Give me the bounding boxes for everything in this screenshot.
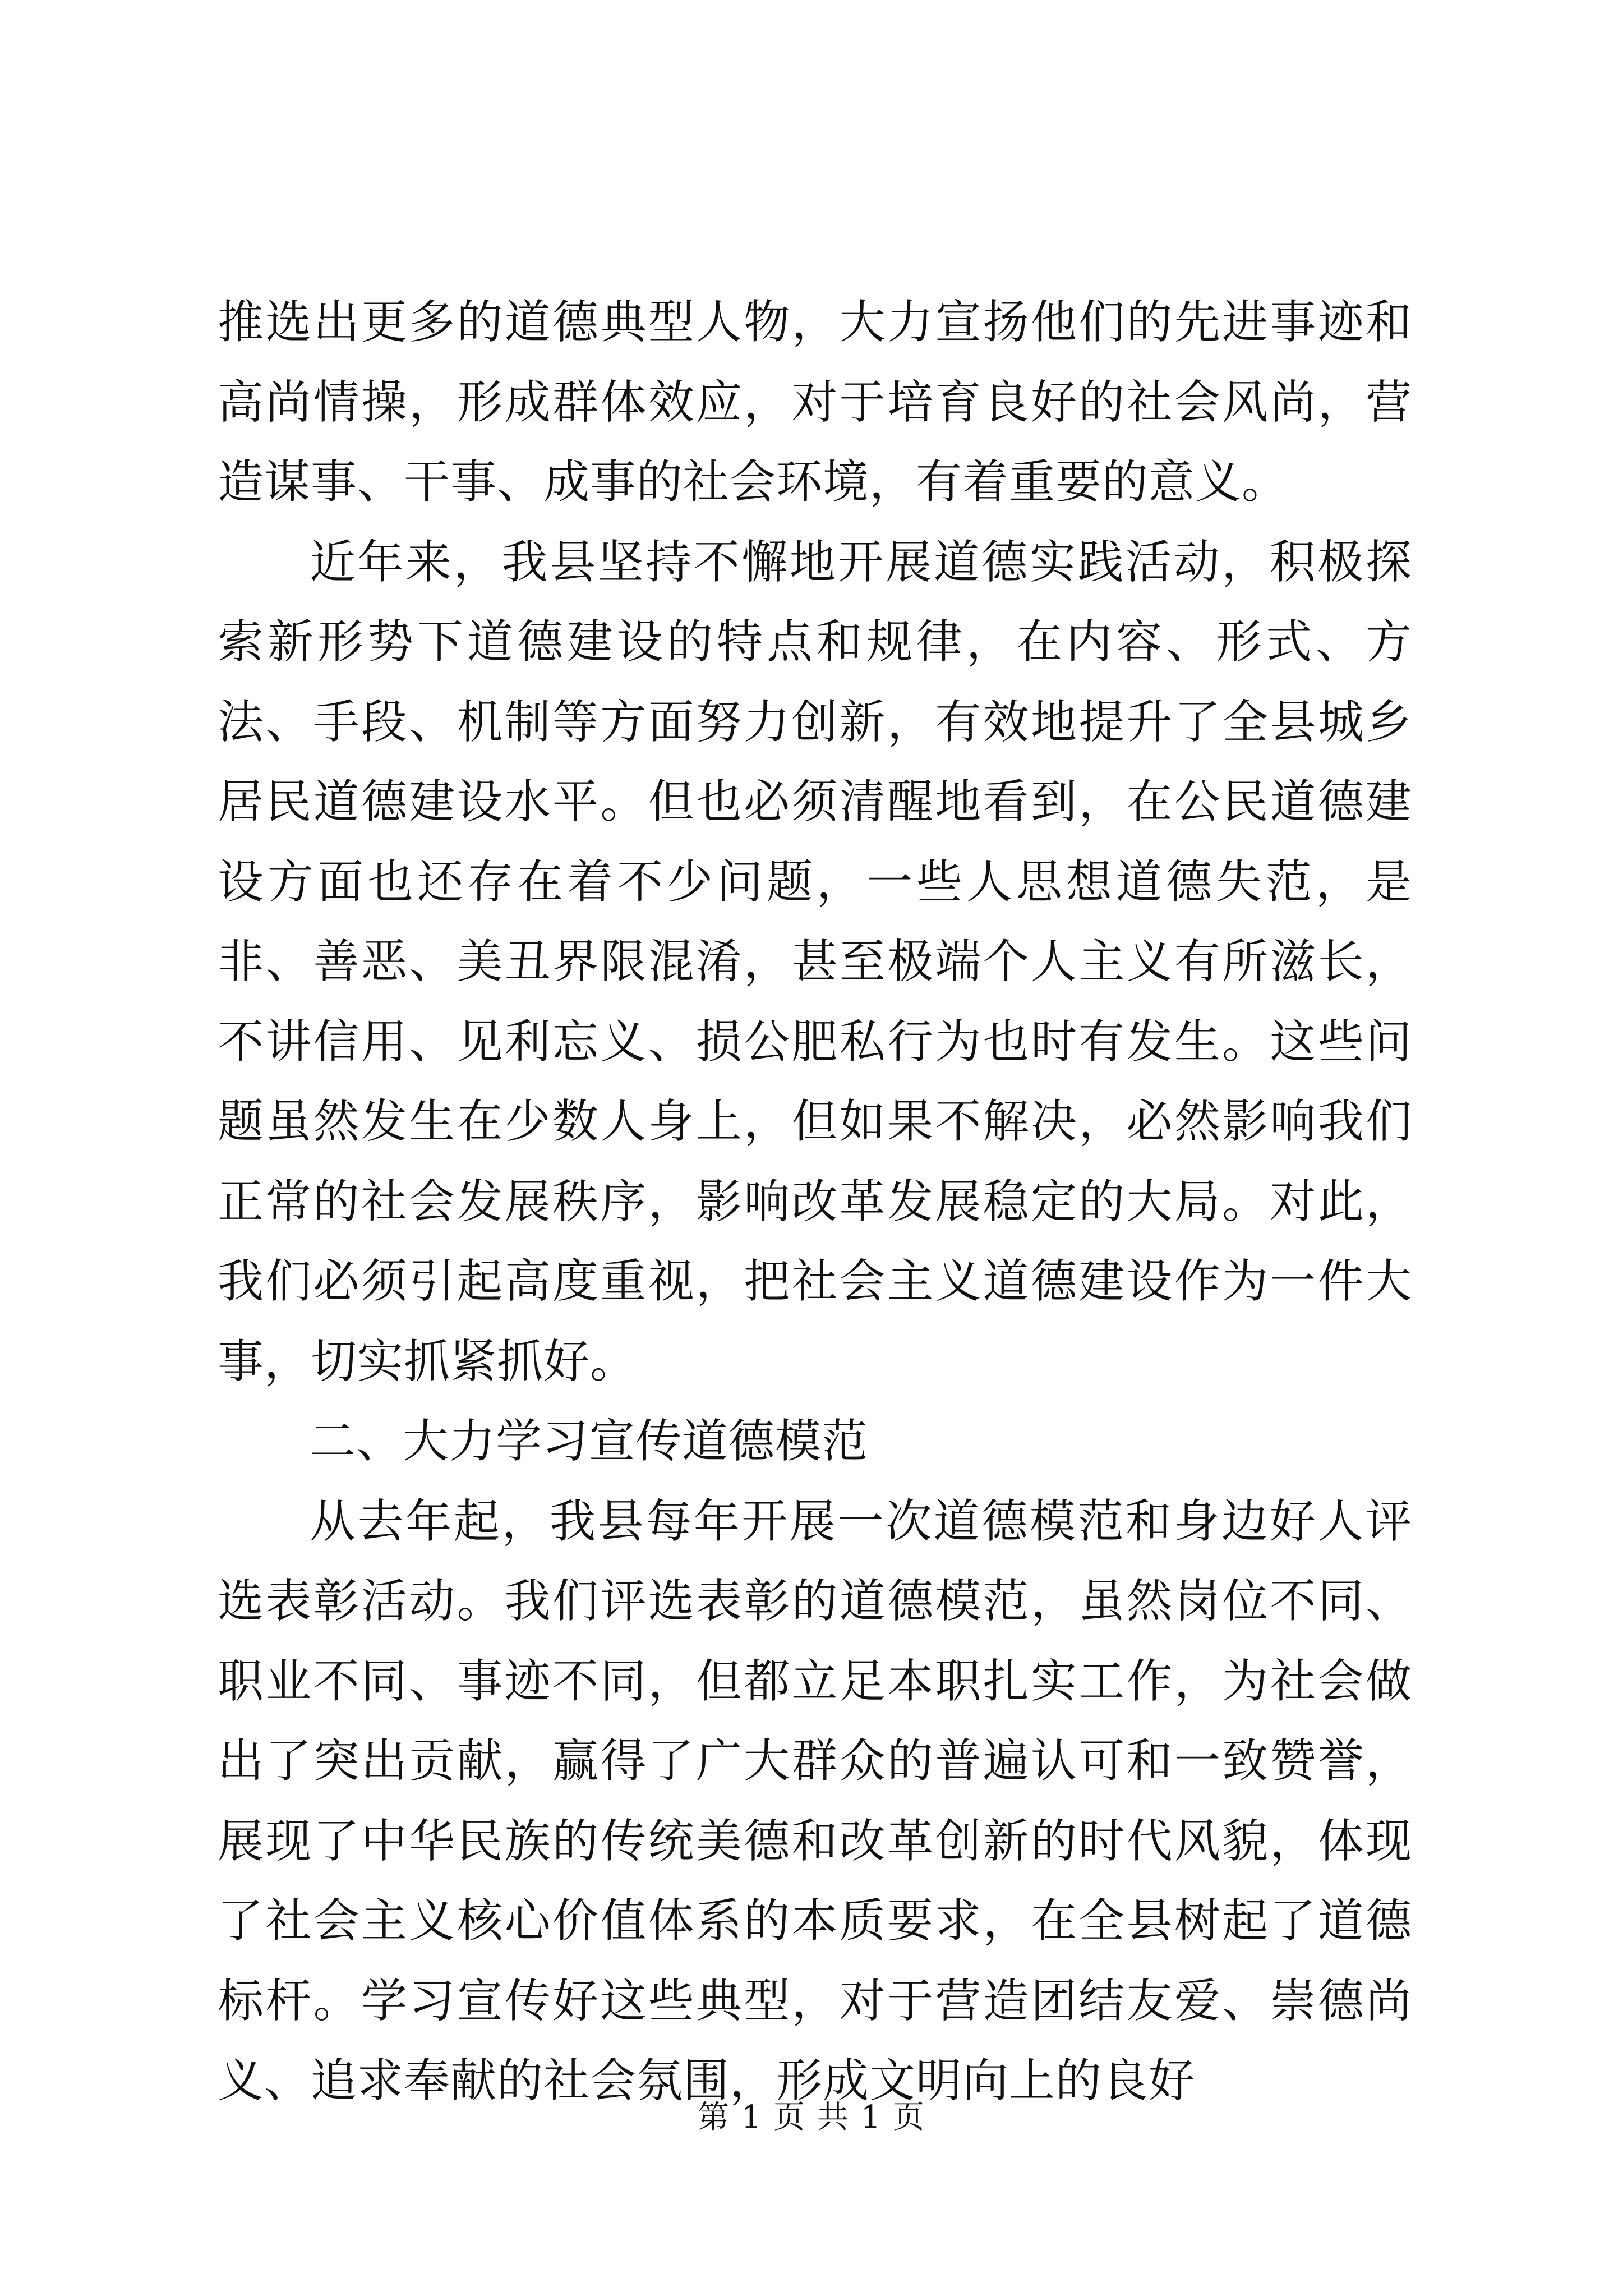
document-body — [218, 283, 1412, 2122]
paragraph-moral-practice: 近年来，我县坚持不懈地开展道德实践活动，积极探索新形势下道德建设的特点和规律，在内容、形式、方法、手段、机制等方面努力创新，有效地提升了全县城乡居民道德建设水平。但也必须清醒地看到，在公民道德建设方面也还存在着不少问题，一些人思想道德失范，是非、善恶、美丑界限混淆，甚至极端个人主义有所滋长，不讲信用、见利忘义、损公肥私行为也时有发生。这些问题虽然发生在少数人身上，但如果不解决，必然影响我们正常的社会发展秩序，影响改革发展稳定的大局。对此，我们必须引起高度重视，把社会主义道德建设作为一件大事，切实抓紧抓好。 — [218, 535, 1412, 1388]
section-heading: 二、大力学习宣传道德模范 — [310, 1415, 869, 1468]
paragraph-continuation: 推选出更多的道德典型人物，大力宣扬他们的先进事迹和高尚情操，形成群体效应，对于培育良好的社会风尚，营造谋事、干事、成事的社会环境，有着重要的意义。 — [218, 296, 1412, 509]
paragraph-moral-models: 从去年起，我县每年开展一次道德模范和身边好人评选表彰活动。我们评选表彰的道德模范，虽然岗位不同、职业不同、事迹不同，但都立足本职扎实工作，为社会做出了突出贡献，赢得了广大群众的普遍认可和一致赞誉，展现了中华民族的传统美德和改革创新的时代风貌，体现了社会主义核心价值体系的本质要求，在全县树起了道德标杆。学习宣传好这些典型，对于营造团结友爱、崇德尚义、追求奉献的社会氛围，形成文明向上的良好 — [218, 1494, 1412, 2108]
page-number-footer: 第 1 页 共 1 页 — [697, 2099, 926, 2136]
